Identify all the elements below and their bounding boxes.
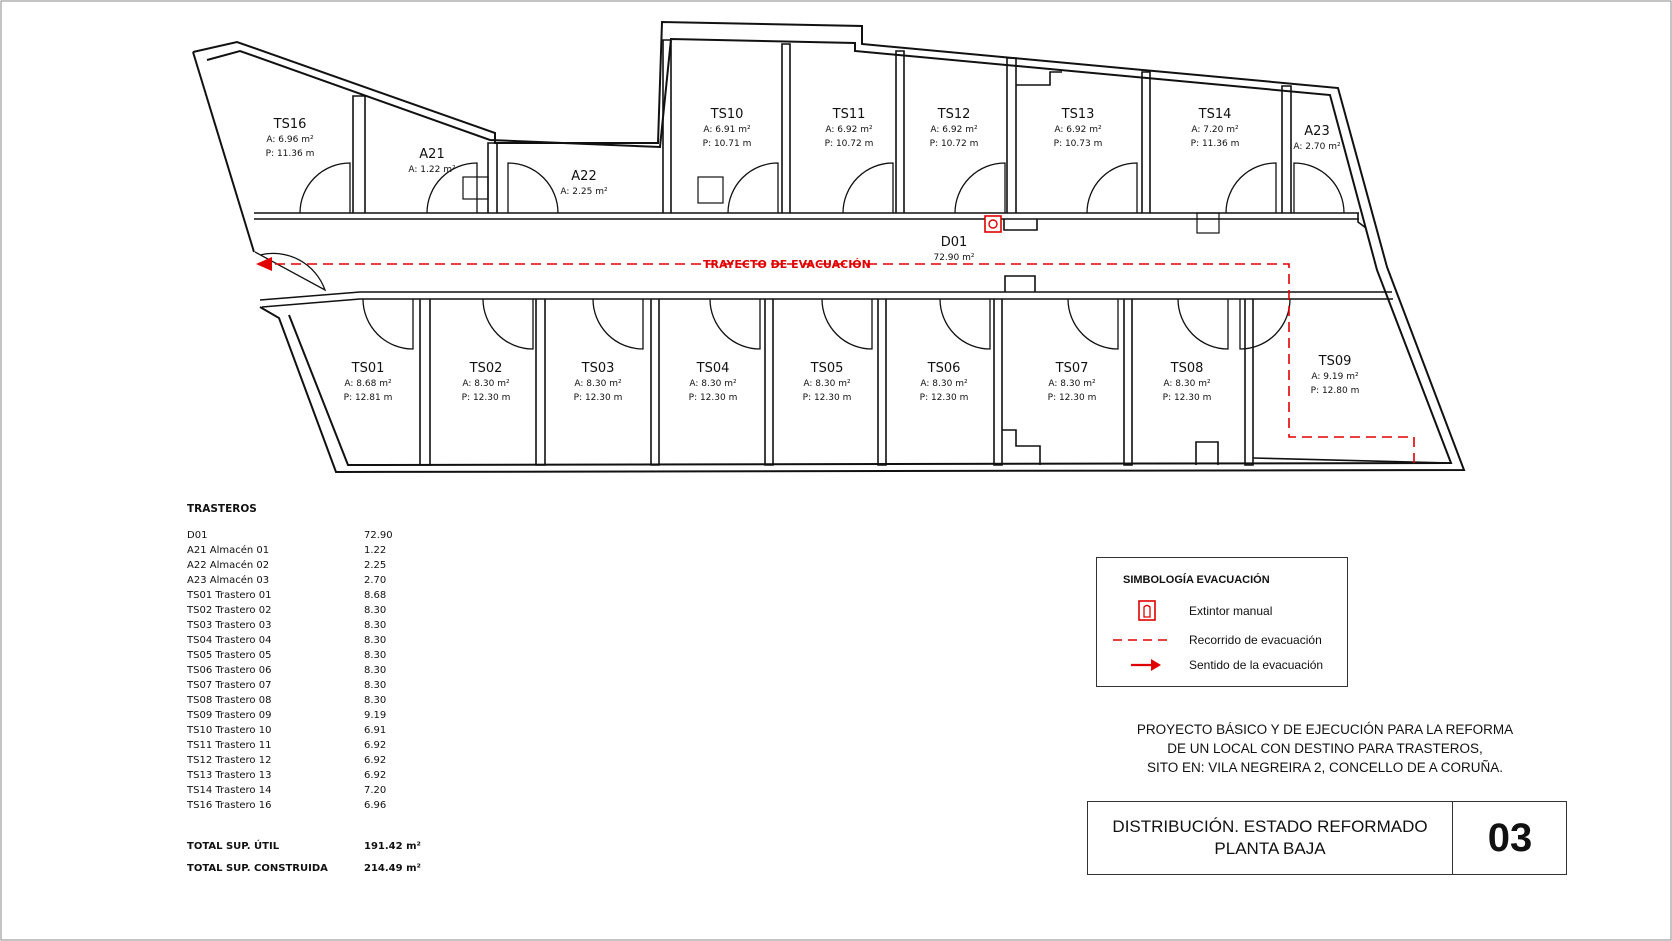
project-description [1090,720,1560,777]
room-perimeter: P: 10.73 m [1053,139,1103,149]
schedule-row [187,603,447,618]
project-line: DE UN LOCAL CON DESTINO PARA TRASTEROS, [1167,741,1483,756]
schedule-rows [187,528,447,813]
room-perimeter: P: 12.81 m [343,393,393,403]
room-perimeter: P: 11.36 m [1190,139,1240,149]
schedule-row [187,663,447,678]
schedule-row-value: 2.70 [364,575,387,586]
schedule-row-name: TS11 Trastero 11 [187,740,272,751]
schedule-row [187,528,447,543]
schedule-row-name: TS04 Trastero 04 [187,635,272,646]
room-label-ts11 [825,107,874,149]
room-area: A: 6.96 m² [266,135,314,145]
project-line: SITO EN: VILA NEGREIRA 2, CONCELLO DE A CORUÑA. [1146,760,1504,775]
schedule-row-name: TS10 Trastero 10 [187,725,272,736]
schedule-row-name: TS12 Trastero 12 [187,755,272,766]
room-label-ts05 [803,361,852,403]
schedule-row [187,768,447,783]
room-area: A: 6.92 m² [825,125,873,135]
room-label-ts16 [266,117,315,159]
schedule-row-name: TS16 Trastero 16 [187,800,272,811]
schedule-row-name: A21 Almacén 01 [187,545,270,556]
room-perimeter: P: 12.30 m [1162,393,1212,403]
room-area: 72.90 m² [933,253,975,263]
room-label-ts03 [574,361,623,403]
areas-schedule [187,503,447,880]
room-area: A: 8.68 m² [344,379,392,389]
sheet-number: 03 [1487,816,1533,860]
legend-item-route [1097,629,1349,651]
room-label-a22 [560,169,608,197]
room-label-ts01 [344,361,393,403]
legend-title: SIMBOLOGÍA EVACUACIÓN [1123,574,1270,586]
schedule-total-value: 191.42 m² [364,841,421,852]
legend-label-extinguisher: Extintor manual [1189,604,1273,618]
schedule-row-value: 8.30 [364,680,387,691]
project-line: PROYECTO BÁSICO Y DE EJECUCIÓN PARA LA REFORMA [1136,722,1514,737]
room-label-ts10 [703,107,752,149]
schedule-row [187,738,447,753]
schedule-row [187,693,447,708]
room-area: A: 7.20 m² [1191,125,1239,135]
room-id: TS07 [1055,361,1089,376]
room-label-a23 [1293,124,1341,152]
legend-label-direction: Sentido de la evacuación [1189,658,1324,672]
legend-item-extinguisher [1097,600,1349,622]
room-area: A: 2.25 m² [560,187,608,197]
room-id: TS14 [1198,107,1232,122]
schedule-row-value: 6.91 [364,725,387,736]
shaft-a21 [463,177,488,199]
schedule-row-value: 8.68 [364,590,387,601]
schedule-row [187,543,447,558]
room-id: TS11 [832,107,866,122]
room-id: TS02 [469,361,503,376]
schedule-row-value: 8.30 [364,620,387,631]
room-id: A23 [1304,124,1330,139]
room-id: TS04 [696,361,730,376]
room-label-ts09 [1311,354,1360,396]
room-label-ts13 [1054,107,1103,149]
schedule-total-name: TOTAL SUP. ÚTIL [187,841,280,852]
schedule-row-name: TS07 Trastero 07 [187,680,272,691]
schedule-row-name: TS05 Trastero 05 [187,650,272,661]
room-id: TS12 [937,107,971,122]
schedule-row [187,558,447,573]
door-swings [255,163,1344,349]
room-label-ts12 [930,107,979,149]
room-perimeter: P: 10.72 m [824,139,874,149]
room-id: TS16 [273,117,307,132]
schedule-row-value: 6.92 [364,755,387,766]
extinguisher-icon [985,216,1001,232]
room-perimeter: P: 12.80 m [1310,386,1360,396]
evacuation-legend [1096,557,1348,687]
room-label-ts02 [462,361,511,403]
schedule-row-name: TS03 Trastero 03 [187,620,272,631]
room-area: A: 8.30 m² [574,379,622,389]
schedule-row-value: 6.96 [364,800,387,811]
schedule-row [187,588,447,603]
schedule-row-name: TS13 Trastero 13 [187,770,272,781]
room-label-ts04 [689,361,738,403]
schedule-row-name: TS01 Trastero 01 [187,590,272,601]
title-block-divider [1452,802,1453,874]
schedule-row-value: 8.30 [364,635,387,646]
schedule-total-value: 214.49 m² [364,863,421,874]
evacuation-route-label: TRAYECTO DE EVACUACIÓN [703,258,871,271]
schedule-title: TRASTEROS [187,503,257,515]
room-id: TS09 [1318,354,1352,369]
schedule-row-name: A23 Almacén 03 [187,575,270,586]
room-area: A: 8.30 m² [1163,379,1211,389]
room-label-d01 [933,235,974,263]
schedule-row-value: 1.22 [364,545,387,556]
drawing-title [1088,816,1452,860]
room-id: A21 [419,147,445,162]
room-perimeter: P: 10.72 m [929,139,979,149]
shaft-ts14 [1197,213,1219,233]
schedule-row [187,798,447,813]
room-perimeter: P: 10.71 m [702,139,752,149]
schedule-row-value: 8.30 [364,665,387,676]
room-area: A: 8.30 m² [462,379,510,389]
schedule-row [187,783,447,798]
shaft-ts10 [698,177,723,203]
room-area: A: 8.30 m² [689,379,737,389]
schedule-row-value: 8.30 [364,605,387,616]
room-perimeter: P: 12.30 m [573,393,623,403]
schedule-row [187,633,447,648]
room-perimeter: P: 11.36 m [265,149,315,159]
schedule-row-name: A22 Almacén 02 [187,560,270,571]
schedule-row-name: TS09 Trastero 09 [187,710,272,721]
schedule-row-name: TS06 Trastero 06 [187,665,272,676]
room-perimeter: P: 12.30 m [919,393,969,403]
room-area: A: 6.91 m² [703,125,751,135]
schedule-total-row [187,858,447,880]
schedule-row-value: 7.20 [364,785,387,796]
schedule-total-name: TOTAL SUP. CONSTRUIDA [187,863,328,874]
schedule-total-row [187,836,447,858]
outer-walls [193,22,1464,472]
schedule-row-name: TS14 Trastero 14 [187,785,272,796]
room-area: A: 8.30 m² [1048,379,1096,389]
schedule-row-name: D01 [187,530,208,541]
legend-label-route: Recorrido de evacuación [1189,633,1322,647]
room-perimeter: P: 12.30 m [1047,393,1097,403]
room-id: TS08 [1170,361,1204,376]
schedule-row [187,678,447,693]
schedule-row [187,618,447,633]
drawing-title-line1: DISTRIBUCIÓN. ESTADO REFORMADO [1112,817,1428,836]
schedule-row-value: 72.90 [364,530,393,541]
schedule-row [187,573,447,588]
fixtures [463,177,1219,233]
room-id: D01 [940,235,968,250]
room-label-ts06 [920,361,969,403]
schedule-totals [187,836,447,880]
title-block [1087,801,1567,875]
room-id: TS13 [1061,107,1095,122]
room-area: A: 8.30 m² [803,379,851,389]
drawing-title-line2: PLANTA BAJA [1214,839,1326,858]
room-area: A: 9.19 m² [1311,372,1359,382]
room-area: A: 8.30 m² [920,379,968,389]
room-id: A22 [571,169,597,184]
schedule-row-value: 2.25 [364,560,387,571]
room-id: TS06 [927,361,961,376]
schedule-row [187,723,447,738]
schedule-row-value: 6.92 [364,740,387,751]
schedule-row-value: 8.30 [364,650,387,661]
schedule-row [187,753,447,768]
schedule-row-name: TS08 Trastero 08 [187,695,272,706]
evacuation-arrow-icon [256,257,272,271]
schedule-row [187,708,447,723]
room-label-ts08 [1163,361,1212,403]
room-id: TS03 [581,361,615,376]
room-id: TS05 [810,361,844,376]
extinguisher-icon [1113,600,1177,622]
schedule-row-value: 6.92 [364,770,387,781]
room-perimeter: P: 12.30 m [802,393,852,403]
schedule-row-name: TS02 Trastero 02 [187,605,272,616]
room-area: A: 1.22 m² [408,165,456,175]
room-label-a21 [408,147,456,175]
room-area: A: 2.70 m² [1293,142,1341,152]
schedule-row-value: 9.19 [364,710,387,721]
room-perimeter: P: 12.30 m [688,393,738,403]
room-id: TS10 [710,107,744,122]
room-area: A: 6.92 m² [1054,125,1102,135]
schedule-row-value: 8.30 [364,695,387,706]
room-label-ts07 [1048,361,1097,403]
schedule-row [187,648,447,663]
room-id: TS01 [351,361,385,376]
room-area: A: 6.92 m² [930,125,978,135]
legend-item-direction [1097,654,1349,676]
room-label-ts14 [1191,107,1240,149]
room-perimeter: P: 12.30 m [461,393,511,403]
arrow-right-icon [1113,654,1177,676]
dashed-line-icon [1113,629,1177,651]
